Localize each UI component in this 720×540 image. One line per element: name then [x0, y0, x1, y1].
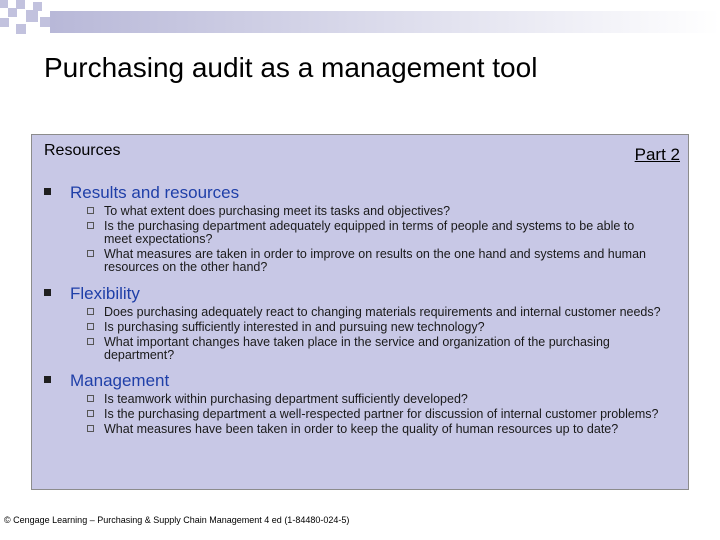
list-item-text: What measures are taken in order to improve on results on the one hand and systems and human resources on the other hand? — [104, 247, 646, 274]
header-gradient-bar — [50, 11, 720, 33]
list-item-text: What measures have been taken in order to keep the quality of human resources up to date? — [104, 422, 619, 436]
copyright-footer: © Cengage Learning – Purchasing & Supply Chain Management 4 ed (1-84480-024-5) — [4, 515, 350, 525]
checkbox-bullet-icon — [87, 250, 94, 257]
square-bullet-icon — [44, 376, 51, 383]
list-item-text: Is teamwork within purchasing department sufficiently developed? — [104, 392, 468, 406]
list-item-text: What important changes have taken place in the service and organization of the purchasing department? — [104, 335, 610, 362]
section-list — [32, 183, 688, 438]
section-title — [70, 371, 688, 391]
list-item — [104, 423, 664, 436]
checkbox-bullet-icon — [87, 410, 94, 417]
list-item — [104, 205, 664, 218]
list-item — [104, 306, 664, 319]
list-item — [104, 408, 664, 421]
deco-square — [0, 18, 9, 27]
item-list — [32, 205, 688, 274]
panel-part-label: Part 2 — [634, 145, 680, 164]
list-item-text: Is the purchasing department a well-respected partner for discussion of internal customer problems? — [104, 407, 659, 421]
list-item — [104, 220, 664, 246]
section-title-text: Flexibility — [70, 284, 140, 303]
checkbox-bullet-icon — [87, 308, 94, 315]
list-item — [104, 248, 664, 274]
deco-square — [8, 8, 17, 17]
section-results-and-resources — [32, 183, 688, 274]
section-title-text: Management — [70, 371, 170, 390]
section-title — [70, 183, 688, 203]
deco-square — [33, 2, 42, 11]
deco-square — [16, 24, 26, 34]
square-bullet-icon — [44, 188, 51, 195]
section-flexibility — [32, 284, 688, 362]
checkbox-bullet-icon — [87, 395, 94, 402]
square-bullet-icon — [44, 289, 51, 296]
item-list — [32, 306, 688, 362]
section-title — [70, 284, 688, 304]
checkbox-bullet-icon — [87, 425, 94, 432]
list-item — [104, 321, 664, 334]
section-title-text: Results and resources — [70, 183, 240, 202]
checkbox-bullet-icon — [87, 207, 94, 214]
resources-panel — [31, 134, 689, 490]
list-item-text: Is purchasing sufficiently interested in and pursuing new technology? — [104, 320, 485, 334]
checkbox-bullet-icon — [87, 222, 94, 229]
section-management — [32, 371, 688, 436]
deco-square — [0, 0, 8, 8]
item-list — [32, 393, 688, 436]
deco-square — [40, 17, 50, 27]
panel-heading: Resources — [44, 142, 121, 159]
checkbox-bullet-icon — [87, 338, 94, 345]
list-item-text: Does purchasing adequately react to changing materials requirements and internal customer needs? — [104, 305, 661, 319]
deco-square — [16, 0, 25, 9]
list-item-text: Is the purchasing department adequately equipped in terms of people and systems to be able to meet expectations? — [104, 219, 635, 246]
deco-square — [26, 10, 38, 22]
slide-title: Purchasing audit as a management tool — [44, 52, 538, 83]
corner-decoration — [0, 0, 720, 40]
list-item — [104, 336, 664, 362]
checkbox-bullet-icon — [87, 323, 94, 330]
list-item-text: To what extent does purchasing meet its tasks and objectives? — [104, 204, 451, 218]
list-item — [104, 393, 664, 406]
